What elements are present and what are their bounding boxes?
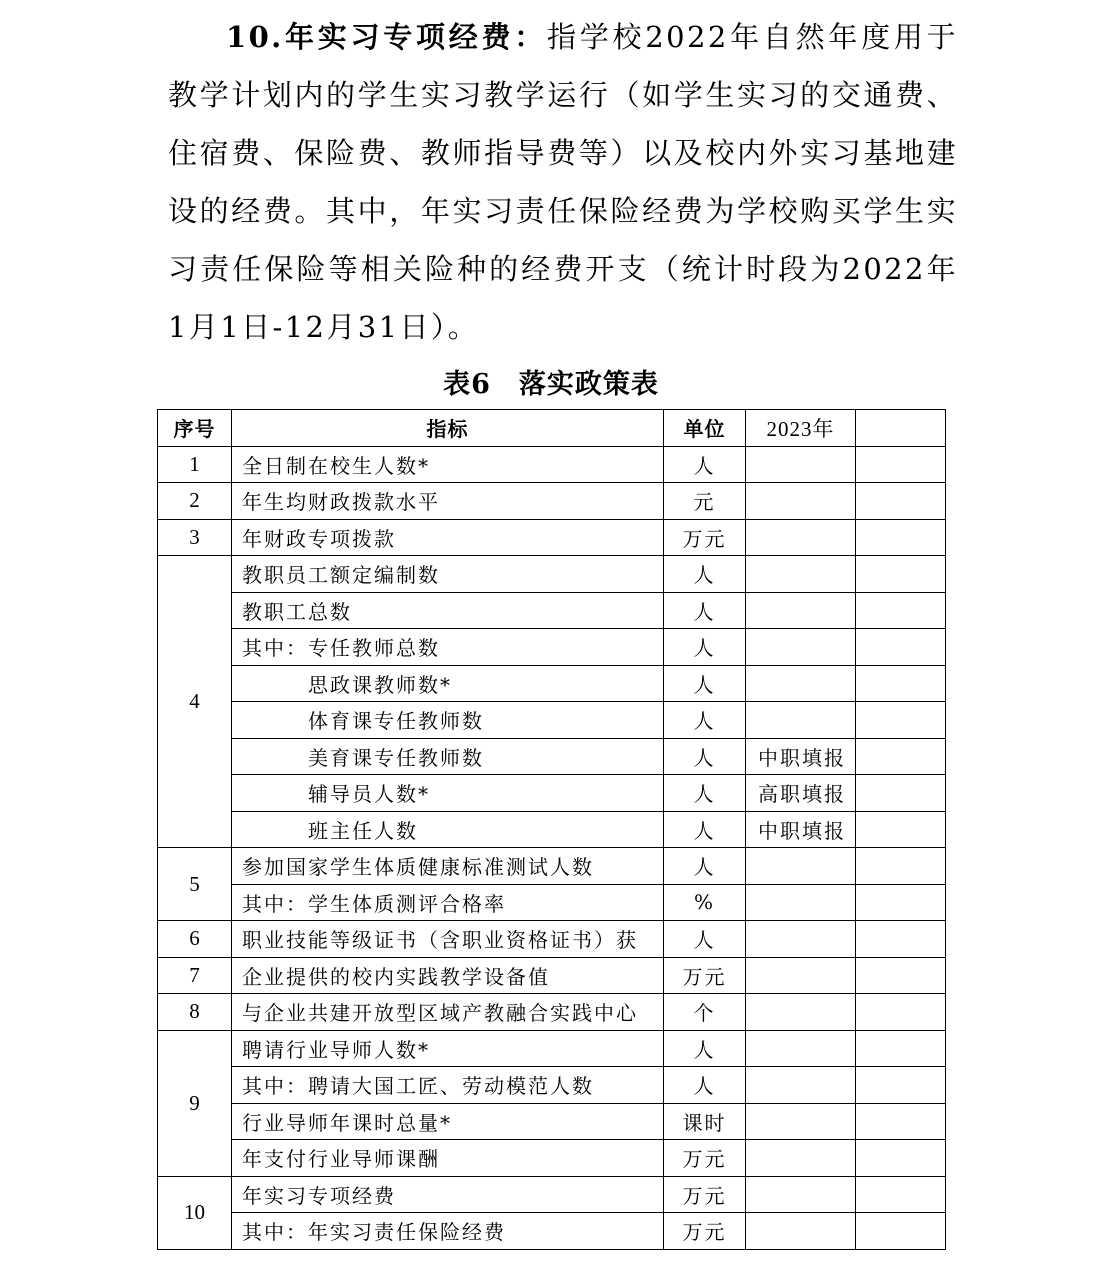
indicator-cell: 企业提供的校内实践教学设备值 (232, 957, 664, 994)
table-row (158, 775, 946, 812)
body-paragraph (168, 8, 958, 356)
extra-cell (856, 921, 946, 958)
extra-cell (856, 1140, 946, 1177)
table-row (158, 994, 946, 1031)
row-index-cell: 3 (158, 519, 232, 556)
year-value-cell (746, 1140, 856, 1177)
table-row (158, 1103, 946, 1140)
row-index-cell: 2 (158, 483, 232, 520)
indicator-cell: 聘请行业导师人数* (232, 1030, 664, 1067)
year-value-cell (746, 884, 856, 921)
year-value-cell (746, 957, 856, 994)
row-index-cell: 8 (158, 994, 232, 1031)
table-title: 落实政策表 (518, 369, 659, 400)
row-index-cell: 7 (158, 957, 232, 994)
extra-cell (856, 1030, 946, 1067)
year-value-cell (746, 519, 856, 556)
indicator-cell: 其中：学生体质测评合格率 (232, 884, 664, 921)
unit-cell: 万元 (664, 1176, 746, 1213)
indicator-cell: 体育课专任教师数 (232, 702, 664, 739)
row-index-cell: 10 (158, 1176, 232, 1249)
year-value-cell: 高职填报 (746, 775, 856, 812)
unit-cell: 人 (664, 811, 746, 848)
year-value-cell (746, 1103, 856, 1140)
unit-cell: 人 (664, 1067, 746, 1104)
table-row (158, 446, 946, 483)
unit-cell: % (664, 884, 746, 921)
row-index-cell: 4 (158, 556, 232, 848)
extra-cell (856, 665, 946, 702)
year-value-cell (746, 848, 856, 885)
unit-cell: 人 (664, 848, 746, 885)
unit-cell: 元 (664, 483, 746, 520)
unit-cell: 人 (664, 775, 746, 812)
extra-cell (856, 446, 946, 483)
row-index-cell: 6 (158, 921, 232, 958)
paragraph-lead: 10.年实习专项经费： (226, 20, 548, 54)
table-row (158, 1176, 946, 1213)
table-number: 表6 (443, 369, 491, 400)
indicator-cell: 思政课教师数* (232, 665, 664, 702)
table-row (158, 665, 946, 702)
indicator-cell: 教职工总数 (232, 592, 664, 629)
extra-cell (856, 775, 946, 812)
year-value-cell (746, 1213, 856, 1250)
unit-cell: 个 (664, 994, 746, 1031)
table-row (158, 1140, 946, 1177)
year-value-cell: 中职填报 (746, 738, 856, 775)
table-row (158, 1030, 946, 1067)
indicator-cell: 年实习专项经费 (232, 1176, 664, 1213)
extra-cell (856, 483, 946, 520)
indicator-cell: 其中：年实习责任保险经费 (232, 1213, 664, 1250)
indicator-cell: 美育课专任教师数 (232, 738, 664, 775)
indicator-cell: 年生均财政拨款水平 (232, 483, 664, 520)
table-row (158, 811, 946, 848)
table-row (158, 921, 946, 958)
unit-cell: 万元 (664, 1213, 746, 1250)
table-row (158, 629, 946, 666)
year-value-cell (746, 556, 856, 593)
extra-cell (856, 592, 946, 629)
table-row (158, 738, 946, 775)
year-value-cell (746, 1030, 856, 1067)
extra-cell (856, 629, 946, 666)
header-extra (856, 410, 946, 447)
indicator-cell: 参加国家学生体质健康标准测试人数 (232, 848, 664, 885)
indicator-cell: 全日制在校生人数* (232, 446, 664, 483)
header-unit: 单位 (664, 410, 746, 447)
table-row (158, 592, 946, 629)
indicator-cell: 行业导师年课时总量* (232, 1103, 664, 1140)
extra-cell (856, 994, 946, 1031)
unit-cell: 课时 (664, 1103, 746, 1140)
row-index-cell: 5 (158, 848, 232, 921)
year-value-cell (746, 994, 856, 1031)
indicator-cell: 其中：专任教师总数 (232, 629, 664, 666)
row-index-cell: 1 (158, 446, 232, 483)
unit-cell: 人 (664, 556, 746, 593)
table-row (158, 702, 946, 739)
year-value-cell (746, 665, 856, 702)
table-caption (0, 362, 1102, 401)
unit-cell: 人 (664, 446, 746, 483)
indicator-cell: 年财政专项拨款 (232, 519, 664, 556)
table-row (158, 884, 946, 921)
extra-cell (856, 519, 946, 556)
table-body (158, 446, 946, 1249)
unit-cell: 人 (664, 702, 746, 739)
extra-cell (856, 702, 946, 739)
table-row (158, 556, 946, 593)
extra-cell (856, 1067, 946, 1104)
extra-cell (856, 957, 946, 994)
table-row (158, 848, 946, 885)
year-value-cell (746, 592, 856, 629)
year-value-cell: 中职填报 (746, 811, 856, 848)
unit-cell: 人 (664, 738, 746, 775)
indicator-cell: 班主任人数 (232, 811, 664, 848)
unit-cell: 人 (664, 629, 746, 666)
year-value-cell (746, 1067, 856, 1104)
unit-cell: 万元 (664, 957, 746, 994)
table-row (158, 1213, 946, 1250)
table-header-row (158, 410, 946, 447)
extra-cell (856, 556, 946, 593)
extra-cell (856, 1176, 946, 1213)
row-index-cell: 9 (158, 1030, 232, 1176)
table-row (158, 957, 946, 994)
unit-cell: 人 (664, 921, 746, 958)
year-value-cell (746, 483, 856, 520)
unit-cell: 万元 (664, 1140, 746, 1177)
header-index: 序号 (158, 410, 232, 447)
table-row (158, 1067, 946, 1104)
extra-cell (856, 1213, 946, 1250)
indicator-cell: 辅导员人数* (232, 775, 664, 812)
header-indicator: 指标 (232, 410, 664, 447)
extra-cell (856, 811, 946, 848)
indicator-cell: 其中：聘请大国工匠、劳动模范人数 (232, 1067, 664, 1104)
extra-cell (856, 848, 946, 885)
indicator-cell: 职业技能等级证书（含职业资格证书）获 (232, 921, 664, 958)
table-row (158, 519, 946, 556)
unit-cell: 人 (664, 1030, 746, 1067)
paragraph-text: 指学校2022年自然年度用于教学计划内的学生实习教学运行（如学生实习的交通费、住宿费、保险费、教师指导费等）以及校内外实习基地建设的经费。其中，年实习责任保险经费为学校购买学生实习责任保险等相关险种的经费开支（统计时段为2022年1月1日-12月31日）。 (168, 20, 958, 344)
extra-cell (856, 884, 946, 921)
indicator-cell: 与企业共建开放型区域产教融合实践中心 (232, 994, 664, 1031)
year-value-cell (746, 921, 856, 958)
extra-cell (856, 738, 946, 775)
indicator-cell: 年支付行业导师课酬 (232, 1140, 664, 1177)
indicator-cell: 教职员工额定编制数 (232, 556, 664, 593)
year-value-cell (746, 702, 856, 739)
year-value-cell (746, 446, 856, 483)
year-value-cell (746, 629, 856, 666)
extra-cell (856, 1103, 946, 1140)
unit-cell: 人 (664, 592, 746, 629)
header-year: 2023年 (746, 410, 856, 447)
table-row (158, 483, 946, 520)
year-value-cell (746, 1176, 856, 1213)
unit-cell: 人 (664, 665, 746, 702)
unit-cell: 万元 (664, 519, 746, 556)
policy-table (157, 409, 946, 1250)
